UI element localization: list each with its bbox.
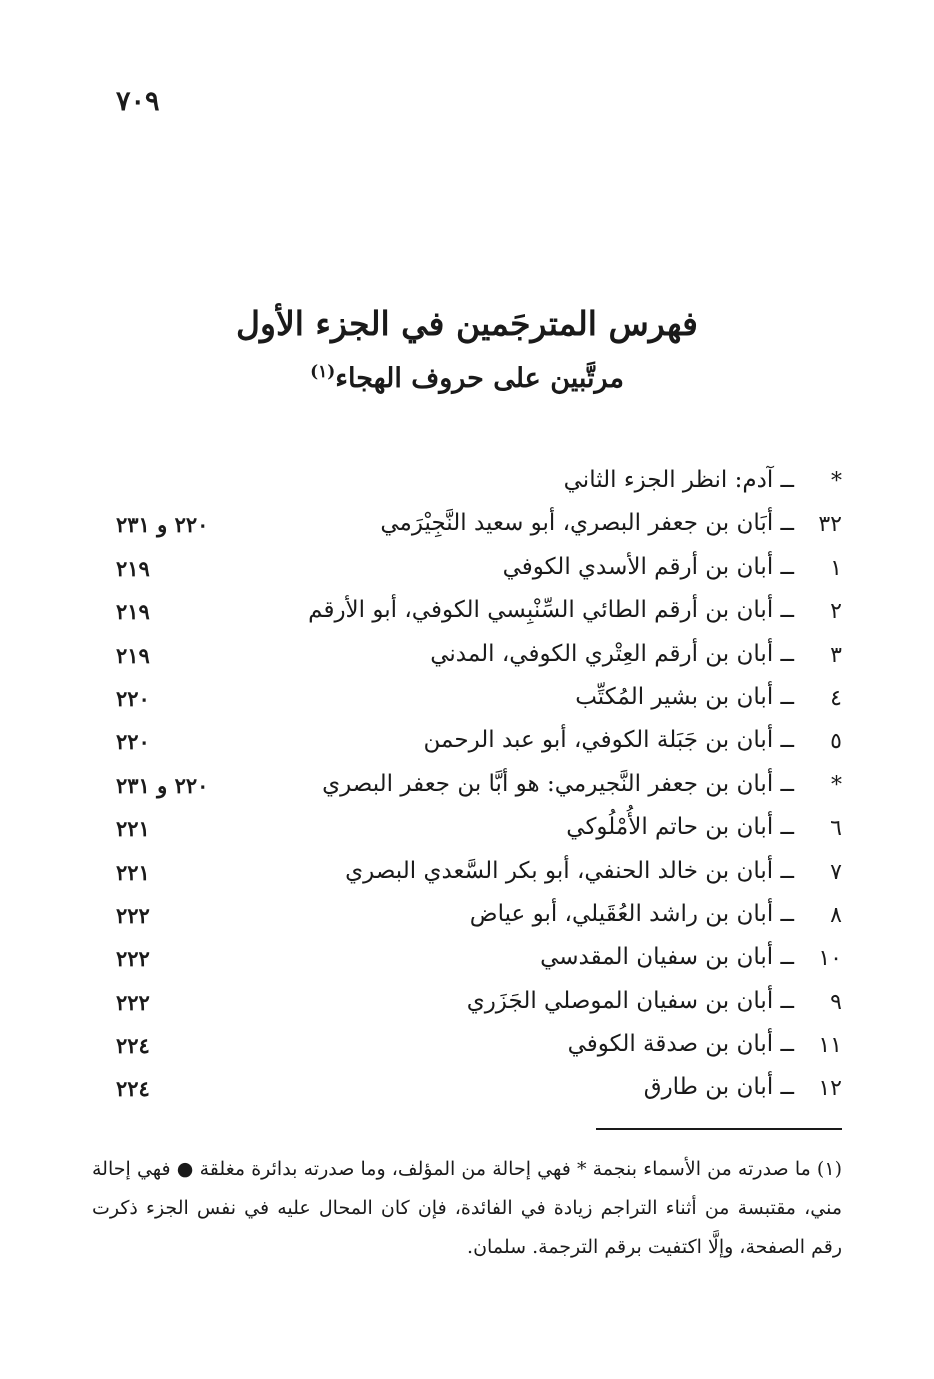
page-number: ٧٠٩ bbox=[116, 86, 160, 117]
entry-page: ٢٢٠ bbox=[116, 685, 150, 711]
entry-number: ٦ bbox=[830, 816, 842, 842]
entry-page: ٢٢٤ bbox=[116, 1076, 150, 1102]
entry-number: ٧ bbox=[830, 859, 842, 885]
entry-number: * bbox=[831, 772, 842, 798]
index-entry bbox=[0, 550, 934, 593]
footnote-marker: (١) bbox=[310, 362, 336, 382]
entry-name: ــ أبان بن أرقم العِتْري الكوفي، المدني bbox=[430, 640, 794, 667]
entry-page: ٢٢٢ bbox=[116, 989, 150, 1015]
index-entry bbox=[0, 984, 934, 1027]
index-entry bbox=[0, 940, 934, 983]
index-entry bbox=[0, 897, 934, 940]
entry-page: ٢٢٢ bbox=[116, 902, 150, 928]
entry-name: ــ أبان بن بشير المُكتِّب bbox=[575, 683, 794, 710]
entry-name: ــ أبان بن راشد العُقَيلي، أبو عياض bbox=[469, 900, 794, 927]
index-entry bbox=[0, 1027, 934, 1070]
entry-name: ــ أبان بن جعفر النَّجيرمي: هو أبَّا بن جعفر البصري bbox=[322, 770, 794, 797]
entry-number: ٢ bbox=[830, 599, 842, 625]
entry-page: ٢٢٠ و ٢٣١ bbox=[116, 772, 209, 798]
entry-name: ــ أبان بن أرقم الأسدي الكوفي bbox=[502, 553, 794, 580]
entry-page: ٢٢١ bbox=[116, 816, 150, 842]
entry-page: ٢١٩ bbox=[116, 599, 150, 625]
footnote-divider bbox=[596, 1128, 842, 1130]
entry-name: ــ أبان بن سفيان الموصلي الجَزَري bbox=[466, 987, 794, 1014]
index-entry bbox=[0, 463, 934, 506]
entry-name: ــ أبان بن حاتم الأُمْلُوكي bbox=[566, 814, 794, 841]
footnote: (١) ما صدرته من الأسماء بنجمة * فهي إحالة من المؤلف، وما صدرته بدائرة مغلقة ● فهي إحالة مني، مقتبسة من أثناء التراجم زيادة في الفائدة، فإن كان المحال عليه في نفس الجزء ذكرت رقم الصفحة، وإلَّا اكتفيت برقم الترجمة. سلمان. bbox=[92, 1158, 842, 1258]
entry-name: ــ أبَان بن جعفر البصري، أبو سعيد النَّجِيْرَمي bbox=[380, 510, 794, 537]
index-entry bbox=[0, 723, 934, 766]
entry-number: ٤ bbox=[830, 685, 842, 711]
entry-name: ــ أبان بن طارق bbox=[643, 1074, 794, 1101]
page-title: فهرس المترجَمين في الجزء الأول bbox=[236, 304, 698, 343]
entry-name: ــ أبان بن جَبَلة الكوفي، أبو عبد الرحمن bbox=[423, 727, 794, 754]
entry-number: ٣ bbox=[830, 642, 842, 668]
entry-number: * bbox=[831, 469, 842, 494]
subtitle-text: مرتَّبين على حروف الهجاء bbox=[335, 363, 624, 394]
entry-page: ٢٢٠ bbox=[116, 729, 150, 755]
index-entry bbox=[0, 810, 934, 853]
entry-name: ــ أبان بن سفيان المقدسي bbox=[540, 944, 794, 971]
index-entry bbox=[0, 1070, 934, 1113]
entry-name: ــ أبان بن صدقة الكوفي bbox=[567, 1031, 794, 1058]
entry-name: ــ آدم: انظر الجزء الثاني bbox=[563, 467, 794, 493]
entry-number: ١ bbox=[830, 555, 842, 581]
index-entry bbox=[0, 680, 934, 723]
entry-page: ٢٢٠ و ٢٣١ bbox=[116, 512, 209, 538]
entry-number: ٣٢ bbox=[818, 512, 842, 538]
entry-page: ٢١٩ bbox=[116, 642, 150, 668]
entry-number: ٨ bbox=[830, 902, 842, 928]
page-subtitle bbox=[0, 362, 934, 394]
index-entry bbox=[0, 506, 934, 549]
entry-number: ١٢ bbox=[818, 1076, 842, 1102]
entry-name: ــ أبان بن أرقم الطائي السِّنْبِسي الكوفي، أبو الأرقم bbox=[308, 597, 794, 624]
entry-name: ــ أبان بن خالد الحنفي، أبو بكر السَّعدي البصري bbox=[345, 857, 794, 884]
index-entry bbox=[0, 593, 934, 636]
entry-number: ١٠ bbox=[818, 946, 842, 972]
entry-number: ٩ bbox=[830, 989, 842, 1015]
entry-page: ٢٢٤ bbox=[116, 1033, 150, 1059]
entry-page: ٢١٩ bbox=[116, 555, 150, 581]
index-entries bbox=[0, 463, 934, 1114]
index-entry bbox=[0, 767, 934, 810]
entry-number: ١١ bbox=[818, 1033, 842, 1059]
index-entry bbox=[0, 854, 934, 897]
entry-page: ٢٢١ bbox=[116, 859, 150, 885]
index-entry bbox=[0, 637, 934, 680]
entry-number: ٥ bbox=[830, 729, 842, 755]
entry-page: ٢٢٢ bbox=[116, 946, 150, 972]
